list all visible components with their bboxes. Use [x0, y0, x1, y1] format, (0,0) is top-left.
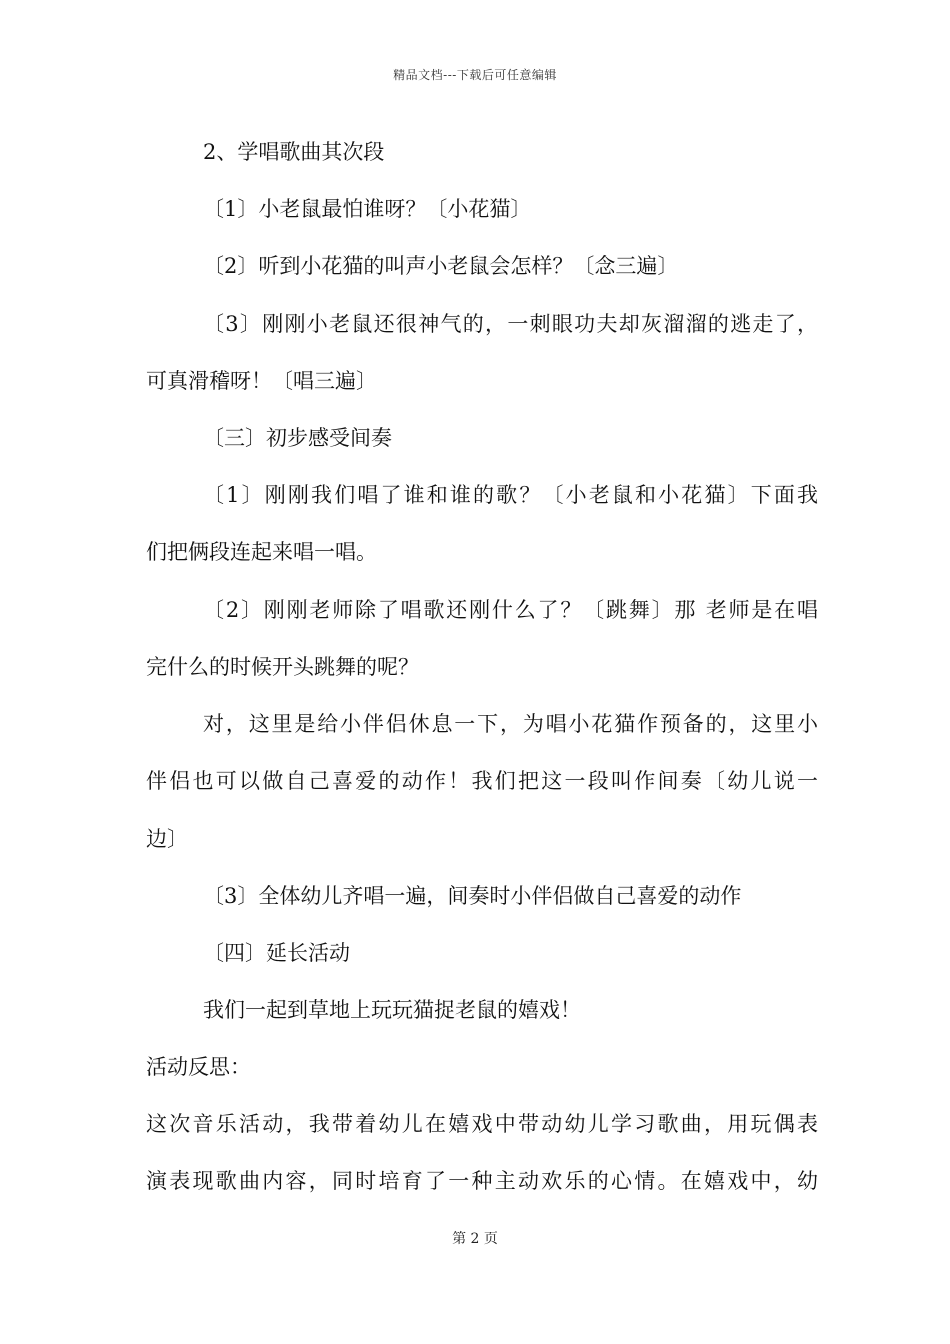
section-heading: 2、学唱歌曲其次段 [203, 140, 385, 164]
page-number: 第 2 页 [452, 1231, 498, 1247]
paragraph-line: 完什么的时候开头跳舞的呢？ [146, 655, 419, 679]
paragraph-line: 边〕 [146, 827, 188, 851]
paragraph-line: 〔2〕刚刚老师除了唱歌还刚什么了？〔跳舞〕那 老师是在唱 [203, 598, 818, 622]
paragraph-line: 演表现歌曲内容，同时培育了一种主动欢乐的心情。在嬉戏中，幼 [146, 1169, 818, 1193]
paragraph-line: 〔2〕听到小花猫的叫声小老鼠会怎样？〔念三遍〕 [203, 254, 679, 278]
paragraph-line: 我们一起到草地上玩玩猫捉老鼠的嬉戏！ [203, 998, 581, 1022]
page-header: 精品文档---下载后可任意编辑 [393, 68, 557, 82]
paragraph-line: 对，这里是给小伴侣休息一下，为唱小花猫作预备的，这里小 [203, 712, 818, 736]
paragraph-line: 〔1〕小老鼠最怕谁呀？〔小花猫〕 [203, 197, 532, 221]
paragraph-line: 〔1〕刚刚我们唱了谁和谁的歌？〔小老鼠和小花猫〕下面我 [203, 483, 818, 507]
paragraph-line: 〔3〕刚刚小老鼠还很神气的，一刺眼功夫却灰溜溜的逃走了， [203, 312, 818, 336]
paragraph-line: 〔3〕全体幼儿齐唱一遍，间奏时小伴侣做自己喜爱的动作 [203, 884, 742, 908]
paragraph-line: 这次音乐活动，我带着幼儿在嬉戏中带动幼儿学习歌曲，用玩偶表 [146, 1112, 818, 1136]
paragraph-line: 伴侣也可以做自己喜爱的动作！我们把这一段叫作间奏〔幼儿说一 [146, 769, 818, 793]
section-heading: 活动反思： [146, 1055, 251, 1079]
paragraph-line: 可真滑稽呀！〔唱三遍〕 [146, 369, 377, 393]
section-heading: 〔四〕延长活动 [203, 941, 350, 965]
paragraph-line: 们把俩段连起来唱一唱。 [146, 540, 377, 564]
section-heading: 〔三〕初步感受间奏 [203, 426, 392, 450]
